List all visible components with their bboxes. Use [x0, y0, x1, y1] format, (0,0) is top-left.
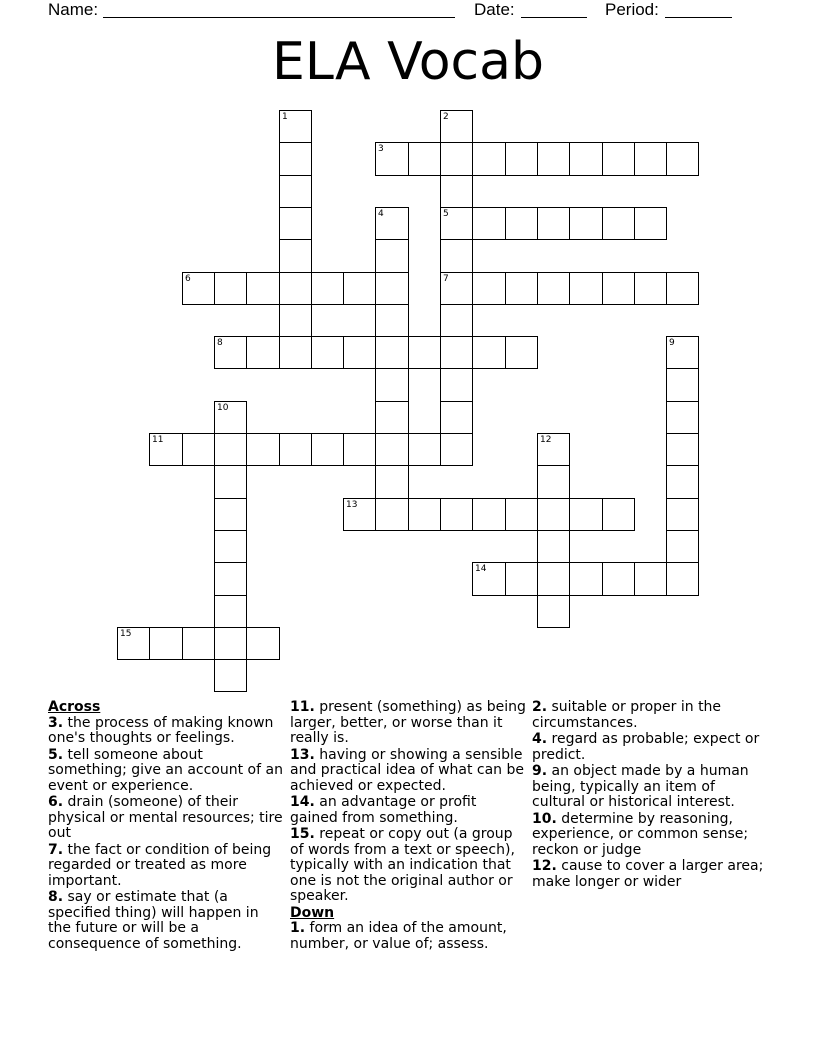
clue-down-10: 10. determine by reasoning, experience, or common sense; reckon or judge [532, 810, 749, 858]
crossword-cell[interactable] [505, 272, 538, 305]
crossword-cell[interactable] [214, 595, 247, 628]
clues-column-3 [532, 700, 768, 891]
crossword-cell[interactable] [666, 562, 699, 596]
crossword-cell[interactable] [602, 142, 635, 176]
crossword-cell[interactable] [246, 336, 280, 369]
crossword-cell[interactable] [472, 272, 506, 305]
crossword-cell[interactable] [666, 401, 699, 434]
crossword-cell[interactable] [214, 562, 247, 596]
crossword-cell[interactable] [343, 498, 376, 531]
crossword-cell[interactable] [311, 336, 344, 369]
crossword-cell[interactable] [505, 562, 538, 596]
crossword-cell[interactable] [375, 239, 409, 273]
crossword-cell[interactable] [634, 142, 667, 176]
clue-across-11: 11. present (something) as being larger, better, or worse than it really is. [290, 699, 526, 746]
clue-across-14: 14. an advantage or profit gained from something. [290, 794, 477, 826]
crossword-cell[interactable] [214, 465, 247, 499]
crossword-cell[interactable] [375, 433, 409, 466]
crossword-cell[interactable] [279, 272, 312, 305]
crossword-cell[interactable] [375, 401, 409, 434]
clue-number: 7 [443, 274, 449, 284]
name-label: Name: [48, 0, 99, 19]
crossword-cell[interactable] [343, 336, 376, 369]
crossword-cell[interactable] [634, 272, 667, 305]
crossword-cell[interactable] [182, 627, 215, 660]
crossword-cell[interactable] [440, 110, 473, 143]
crossword-cell[interactable] [440, 304, 473, 337]
clue-across-8: 8. say or estimate that (a specified thing) will happen in the future or will be a consequence of something. [48, 889, 259, 952]
clue-across-6: 6. drain (someone) of their physical or mental resources; tire out [48, 794, 283, 841]
crossword-cell[interactable] [602, 207, 635, 240]
crossword-cell[interactable] [343, 433, 376, 466]
crossword-cell[interactable] [602, 498, 635, 531]
crossword-cell[interactable] [246, 627, 280, 660]
clue-across-3: 3. the process of making known one's thoughts or feelings. [48, 714, 274, 746]
period-label: Period: [605, 0, 659, 19]
page-title: ELA Vocab [272, 32, 544, 92]
clue-number: 3 [378, 144, 384, 154]
clue-number: 4 [378, 209, 384, 219]
crossword-cell[interactable] [666, 272, 699, 305]
clue-down-12: 12. cause to cover a larger area; make longer or wider [532, 858, 764, 890]
crossword-cell[interactable] [214, 498, 247, 531]
crossword-cell[interactable] [537, 272, 570, 305]
crossword-cell[interactable] [182, 272, 215, 305]
crossword-cell[interactable] [569, 498, 603, 531]
crossword-cell[interactable] [440, 142, 473, 176]
crossword-cell[interactable] [602, 272, 635, 305]
crossword-cell[interactable] [537, 562, 570, 596]
crossword-cell[interactable] [472, 142, 506, 176]
crossword-cell[interactable] [440, 207, 473, 240]
clue-number: 6 [185, 274, 191, 284]
clue-number: 5 [443, 209, 449, 219]
crossword-cell[interactable] [149, 627, 183, 660]
clue-number: 14 [475, 564, 487, 574]
crossword-cell[interactable] [666, 530, 699, 563]
crossword-cell[interactable] [311, 272, 344, 305]
clue-number: 9 [669, 338, 675, 348]
crossword-cell[interactable] [279, 304, 312, 337]
crossword-cell[interactable] [408, 336, 441, 369]
crossword-cell[interactable] [569, 272, 603, 305]
crossword-cell[interactable] [279, 336, 312, 369]
crossword-cell[interactable] [408, 433, 441, 466]
crossword-cell[interactable] [375, 304, 409, 337]
clue-number: 8 [217, 338, 223, 348]
crossword-cell[interactable] [149, 433, 183, 466]
clue-down-4: 4. regard as probable; expect or predict. [532, 731, 760, 763]
crossword-cell[interactable] [279, 142, 312, 176]
crossword-cell[interactable] [214, 336, 247, 369]
crossword-cell[interactable] [472, 562, 506, 596]
crossword-cell[interactable] [666, 368, 699, 402]
crossword-cell[interactable] [505, 336, 538, 369]
crossword-cell[interactable] [472, 207, 506, 240]
crossword-cell[interactable] [634, 562, 667, 596]
crossword-cell[interactable] [666, 433, 699, 466]
crossword-cell[interactable] [408, 498, 441, 531]
crossword-cell[interactable] [537, 207, 570, 240]
clue-number: 2 [443, 112, 449, 122]
crossword-cell[interactable] [375, 498, 409, 531]
crossword-cell[interactable] [440, 239, 473, 273]
clue-number: 15 [120, 629, 132, 639]
crossword-cell[interactable] [666, 336, 699, 369]
clue-number: 13 [346, 500, 358, 510]
crossword-cell[interactable] [537, 142, 570, 176]
crossword-cell[interactable] [472, 336, 506, 369]
crossword-cell[interactable] [440, 336, 473, 369]
crossword-cell[interactable] [569, 562, 603, 596]
crossword-cell[interactable] [214, 627, 247, 660]
clue-number: 12 [540, 435, 552, 445]
crossword-cell[interactable] [214, 659, 247, 692]
crossword-cell[interactable] [472, 498, 506, 531]
crossword-cell[interactable] [246, 272, 280, 305]
crossword-cell[interactable] [440, 401, 473, 434]
clue-across-15: 15. repeat or copy out (a group of words from a text or speech), typically with an indication that one is not the original author or speaker. [290, 826, 515, 904]
crossword-cell[interactable] [569, 142, 603, 176]
crossword-cell[interactable] [666, 142, 699, 176]
crossword-cell[interactable] [634, 207, 667, 240]
clue-down-1: 1. form an idea of the amount, number, or value of; assess. [290, 920, 507, 952]
crossword-cell[interactable] [440, 368, 473, 402]
crossword-cell[interactable] [408, 142, 441, 176]
clues-column-1 [48, 700, 284, 953]
crossword-cell[interactable] [537, 465, 570, 499]
crossword-cell[interactable] [375, 142, 409, 176]
crossword-cell[interactable] [279, 239, 312, 273]
crossword-cell[interactable] [440, 272, 473, 305]
crossword-cell[interactable] [666, 498, 699, 531]
crossword-cell[interactable] [375, 465, 409, 499]
crossword-cell[interactable] [440, 175, 473, 208]
crossword-cell[interactable] [666, 465, 699, 499]
crossword-cell[interactable] [505, 498, 538, 531]
crossword-cell[interactable] [214, 433, 247, 466]
clue-across-7: 7. the fact or condition of being regarded or treated as more important. [48, 841, 272, 889]
crossword-cell[interactable] [440, 498, 473, 531]
crossword-cell[interactable] [505, 207, 538, 240]
clue-number: 1 [282, 112, 288, 122]
crossword-cell[interactable] [375, 368, 409, 402]
crossword-cell[interactable] [343, 272, 376, 305]
crossword-cell[interactable] [569, 207, 603, 240]
clues-column-2 [290, 700, 526, 953]
crossword-cell[interactable] [279, 110, 312, 143]
down-heading: Down [290, 904, 335, 921]
crossword-cell[interactable] [182, 433, 215, 466]
crossword-cell[interactable] [246, 433, 280, 466]
crossword-cell[interactable] [375, 336, 409, 369]
crossword-cell[interactable] [375, 272, 409, 305]
clue-number: 11 [152, 435, 164, 445]
crossword-cell[interactable] [214, 272, 247, 305]
crossword-cell[interactable] [505, 142, 538, 176]
crossword-cell[interactable] [279, 207, 312, 240]
crossword-cell[interactable] [537, 530, 570, 563]
crossword-cell[interactable] [214, 530, 247, 563]
clue-across-13: 13. having or showing a sensible and practical idea of what can be achieved or expected. [290, 746, 525, 794]
date-label: Date: [474, 0, 515, 19]
crossword-cell[interactable] [311, 433, 344, 466]
crossword-cell[interactable] [602, 562, 635, 596]
crossword-cell[interactable] [375, 207, 409, 240]
crossword-cell[interactable] [279, 175, 312, 208]
across-heading: Across [48, 699, 101, 715]
crossword-cell[interactable] [537, 498, 570, 531]
clue-across-5: 5. tell someone about something; give an account of an event or experience. [48, 746, 283, 794]
crossword-cell[interactable] [440, 433, 473, 466]
crossword-cell[interactable] [537, 595, 570, 628]
crossword-cell[interactable] [537, 433, 570, 466]
clue-down-2: 2. suitable or proper in the circumstances. [532, 699, 722, 731]
clue-number: 10 [217, 403, 229, 413]
crossword-cell[interactable] [279, 433, 312, 466]
clue-down-9: 9. an object made by a human being, typically an item of cultural or historical interest. [532, 763, 749, 810]
crossword-cell[interactable] [117, 627, 150, 660]
crossword-cell[interactable] [214, 401, 247, 434]
